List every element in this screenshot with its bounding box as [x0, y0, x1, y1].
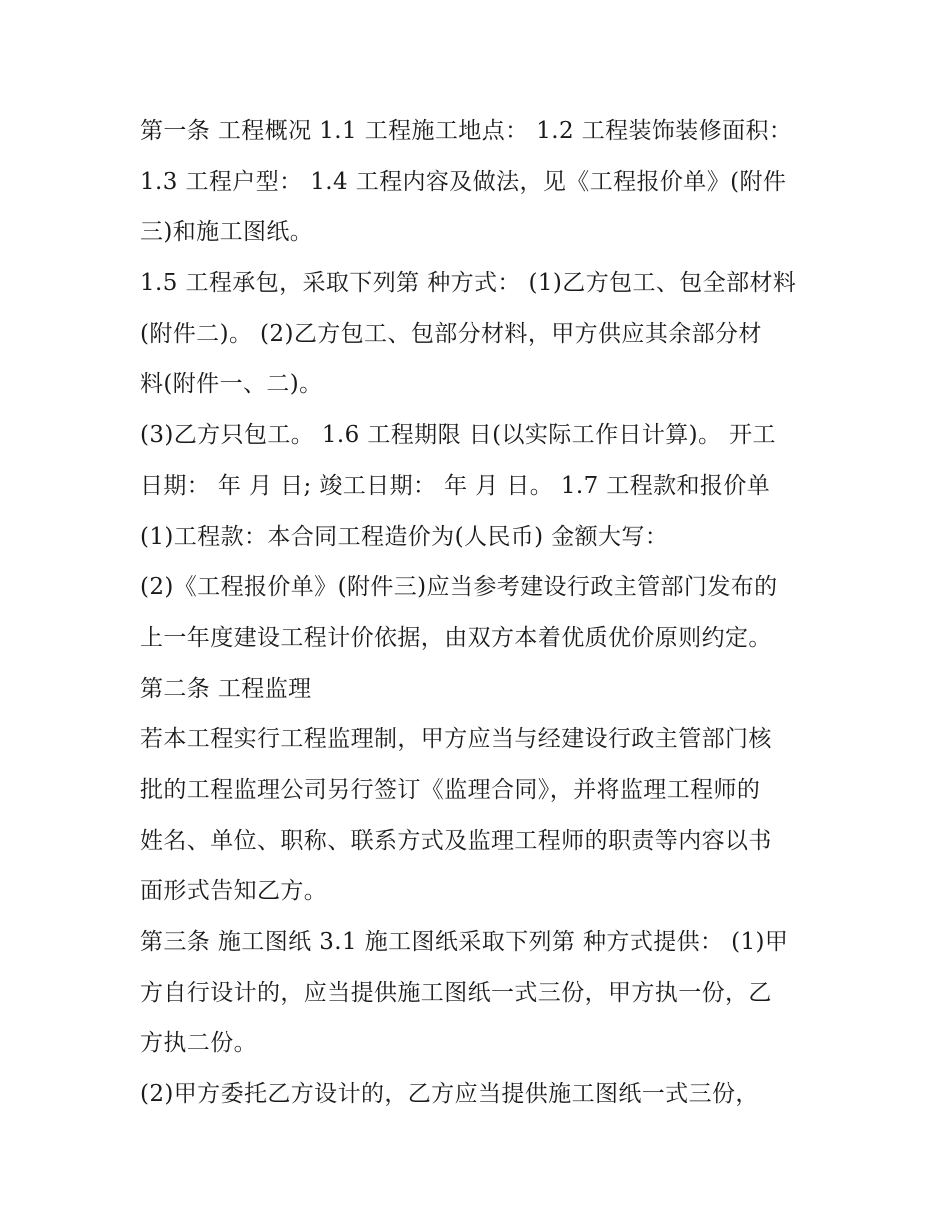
text-line: (2)《工程报价单》(附件三)应当参考建设行政主管部门发布的: [140, 574, 778, 601]
text-line: (附件二)。 (2)乙方包工、包部分材料，甲方供应其余部分材: [140, 320, 762, 347]
text-line: 第一条 工程概况 1.1 工程施工地点： 1.2 工程装饰装修面积：: [140, 118, 793, 144]
text-line: 料(附件一、二)。: [140, 371, 323, 398]
section-heading: 第二条 工程监理: [140, 675, 312, 702]
text-line: 三)和施工图纸。: [140, 219, 314, 246]
text-line: 1.3 工程户型： 1.4 工程内容及做法，见《工程报价单》(附件: [140, 168, 787, 195]
text-line: (2)甲方委托乙方设计的，乙方应当提供施工图纸一式三份，: [140, 1081, 759, 1108]
text-line: 若本工程实行工程监理制，甲方应当与经建设行政主管部门核: [140, 726, 772, 753]
document-body: [140, 106, 820, 1120]
text-line: 1.5 工程承包，采取下列第 种方式： (1)乙方包工、包全部材料: [140, 270, 797, 297]
text-line: 批的工程监理公司另行签订《监理合同》，并将监理工程师的: [140, 776, 761, 803]
text-line: 日期： 年 月 日; 竣工日期： 年 月 日。 1.7 工程款和报价单: [140, 472, 771, 499]
text-line: 姓名、单位、职称、联系方式及监理工程师的职责等内容以书: [140, 827, 772, 854]
text-line: 方自行设计的，应当提供施工图纸一式三份，甲方执一份，乙: [140, 979, 772, 1006]
text-line: 上一年度建设工程计价依据，由双方本着优质优价原则约定。: [140, 624, 772, 651]
text-line: 第三条 施工图纸 3.1 施工图纸采取下列第 种方式提供： (1)甲: [140, 929, 789, 955]
text-line: (1)工程款：本合同工程造价为(人民币) 金额大写：: [140, 523, 669, 550]
text-line: 面形式告知乙方。: [140, 878, 328, 905]
text-line: 方执二份。: [140, 1030, 257, 1057]
text-line: (3)乙方只包工。 1.6 工程期限 日(以实际工作日计算)。 开工: [140, 422, 776, 449]
